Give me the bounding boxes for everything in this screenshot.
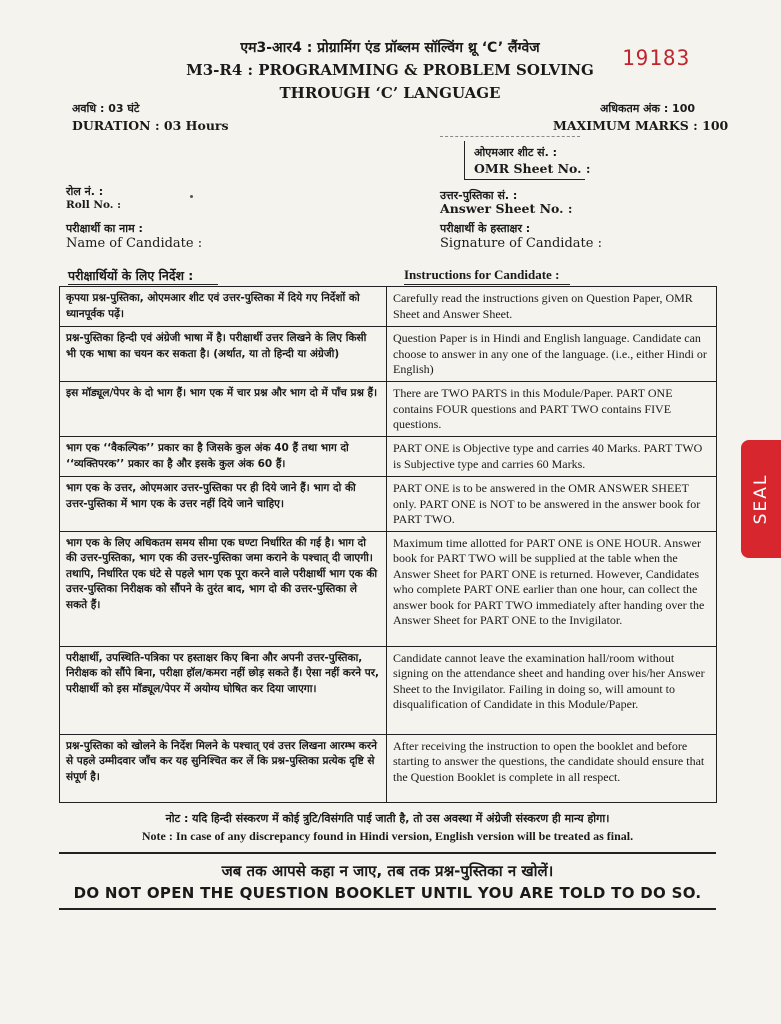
instruction-row <box>60 734 717 802</box>
instruction-hindi: भाग एक ‘‘वैकल्पिक’’ प्रकार का है जिसके कुल अंक 40 हैं तथा भाग दो ‘‘व्यक्तिपरक’’ प्रकार का है और इसके कुल अंक 60 हैं। <box>60 437 387 477</box>
title-english-line1: M3-R4 : PROGRAMMING & PROBLEM SOLVING <box>186 61 594 79</box>
roll-label-english: Roll No. : <box>66 199 121 211</box>
divider <box>59 908 716 910</box>
duration-hindi: अवधि : 03 घंटे <box>72 102 140 115</box>
divider <box>440 136 580 138</box>
instruction-english: After receiving the instruction to open the booklet and before starting to answer the questions, the candidate should ensure that the Question Booklet is complete in all respect. <box>387 734 717 802</box>
instruction-hindi: कृपया प्रश्न-पुस्तिका, ओएमआर शीट एवं उत्तर-पुस्तिका में दिये गए निर्देशों को ध्यानपूर्वक पढ़ें। <box>60 287 387 327</box>
signature-label-hindi: परीक्षार्थी के हस्ताक्षर : <box>440 222 531 235</box>
warning-english: DO NOT OPEN THE QUESTION BOOKLET UNTIL YOU ARE TOLD TO DO SO. <box>73 884 702 902</box>
candidate-name-label-english: Name of Candidate : <box>66 236 203 251</box>
signature-label-english: Signature of Candidate : <box>440 236 602 251</box>
instruction-english: There are TWO PARTS in this Module/Paper. PART ONE contains FOUR questions and PART TWO contains FIVE questions. <box>387 382 717 437</box>
instructions-table <box>59 286 717 803</box>
seal-tab[interactable] <box>741 440 781 558</box>
instruction-row <box>60 531 717 646</box>
instruction-row <box>60 287 717 327</box>
instruction-hindi: प्रश्न-पुस्तिका हिन्दी एवं अंग्रेजी भाषा में है। परीक्षार्थी उत्तर लिखने के लिए किसी भी एक भाषा का चयन कर सकता है। (अर्थात, या तो हिन्दी या अंग्रेजी) <box>60 327 387 382</box>
title-english-line2: THROUGH ‘C’ LANGUAGE <box>279 84 501 102</box>
instructions-heading-hindi: परीक्षार्थियों के लिए निर्देश : <box>68 268 194 283</box>
omr-label-english: OMR Sheet No. : <box>474 161 591 176</box>
instructions-heading-english: Instructions for Candidate : <box>404 267 560 282</box>
duration-english: DURATION : 03 Hours <box>72 118 229 133</box>
divider <box>59 852 716 854</box>
roll-label-hindi: रोल नं. : <box>66 185 104 198</box>
instruction-hindi: भाग एक के उत्तर, ओएमआर उत्तर-पुस्तिका पर ही दिये जाने हैं। भाग दो की उत्तर-पुस्तिका में भाग एक के उत्तर नहीं दिये जाने चाहिए। <box>60 477 387 532</box>
instruction-hindi: प्रश्न-पुस्तिका को खोलने के निर्देश मिलने के पश्चात् एवं उत्तर लिखना आरम्भ करने से पहले उम्मीदवार जाँच कर यह सुनिश्चित कर लें कि प्रश्न-पुस्तिका प्रत्येक दृष्टि से संपूर्ण है। <box>60 734 387 802</box>
title-hindi: एम3-आर4 : प्रोग्रामिंग एंड प्रॉब्लम सॉल्विंग थ्रू ‘C’ लैंग्वेज <box>240 40 540 56</box>
answer-sheet-label-hindi: उत्तर-पुस्तिका सं. : <box>440 189 518 202</box>
ink-dot <box>190 195 193 198</box>
candidate-name-label-hindi: परीक्षार्थी का नाम : <box>66 222 143 235</box>
instruction-row <box>60 646 717 734</box>
instruction-hindi: भाग एक के लिए अधिकतम समय सीमा एक घण्टा निर्धारित की गई है। भाग दो की उत्तर-पुस्तिका, भाग एक की उत्तर-पुस्तिका जमा कराने के पश्चात् दी जाएगी। तथापि, निर्धारित एक घंटे से पहले भाग एक पूरा करने वाले परीक्षार्थी भाग एक की उत्तर-पुस्तिका निरीक्षक को सौंपने के तुरंत बाद, भाग दो की उत्तर-पुस्तिका ले सकते हैं। <box>60 531 387 646</box>
instruction-row <box>60 327 717 382</box>
instruction-english: Question Paper is in Hindi and English language. Candidate can choose to answer in any one of the language. (i.e., either Hindi or English) <box>387 327 717 382</box>
instruction-row <box>60 437 717 477</box>
instruction-english: PART ONE is to be answered in the OMR ANSWER SHEET only. PART ONE is NOT to be answered in the answer book for PART TWO. <box>387 477 717 532</box>
note-hindi: नोट : यदि हिन्दी संस्करण में कोई त्रुटि/विसंगति पाई जाती है, तो उस अवस्था में अंग्रेजी संस्करण ही मान्य होगा। <box>165 812 610 825</box>
max-marks-english: MAXIMUM MARKS : 100 <box>553 118 729 133</box>
paper-code: 19183 <box>622 46 691 70</box>
instruction-english: PART ONE is Objective type and carries 40 Marks. PART TWO is Subjective type and carries 60 Marks. <box>387 437 717 477</box>
instruction-english: Candidate cannot leave the examination hall/room without signing on the attendance sheet and handing over his/her Answer Sheet to the Invigilator. Failing in doing so, will amount to disqualification of Candidate in this Module/Paper. <box>387 646 717 734</box>
seal-label: SEAL <box>751 473 771 525</box>
instruction-row <box>60 382 717 437</box>
instruction-hindi: परीक्षार्थी, उपस्थिति-पत्रिका पर हस्ताक्षर किए बिना और अपनी उत्तर-पुस्तिका, निरीक्षक को सौंपे बिना, परीक्षा हॉल/कमरा नहीं छोड़ सकते हैं। ऐसा नहीं करने पर, परीक्षार्थी को इस मॉड्यूल/पेपर में अयोग्य घोषित कर दिया जाएगा। <box>60 646 387 734</box>
heading-underline <box>68 284 218 285</box>
instruction-english: Maximum time allotted for PART ONE is ONE HOUR. Answer book for PART TWO will be supplied at the table when the Answer Sheet for PART ONE is returned. However, Candidates who complete PART ONE earlier than one hour, can collect the answer book for PART TWO immediately after handing over the Answer Sheet for PART ONE to the Invigilator. <box>387 531 717 646</box>
warning-hindi: जब तक आपसे कहा न जाए, तब तक प्रश्न-पुस्तिका न खोलें। <box>221 862 554 880</box>
answer-sheet-label-english: Answer Sheet No. : <box>440 201 573 216</box>
heading-underline <box>404 284 570 285</box>
omr-label-hindi: ओएमआर शीट सं. : <box>474 146 558 159</box>
instruction-row <box>60 477 717 532</box>
instruction-english: Carefully read the instructions given on Question Paper, OMR Sheet and Answer Sheet. <box>387 287 717 327</box>
instruction-hindi: इस मॉड्यूल/पेपर के दो भाग हैं। भाग एक में चार प्रश्न और भाग दो में पाँच प्रश्न हैं। <box>60 382 387 437</box>
note-english: Note : In case of any discrepancy found in Hindi version, English version will be treated as final. <box>141 829 634 843</box>
max-marks-hindi: अधिकतम अंक : 100 <box>600 102 696 115</box>
